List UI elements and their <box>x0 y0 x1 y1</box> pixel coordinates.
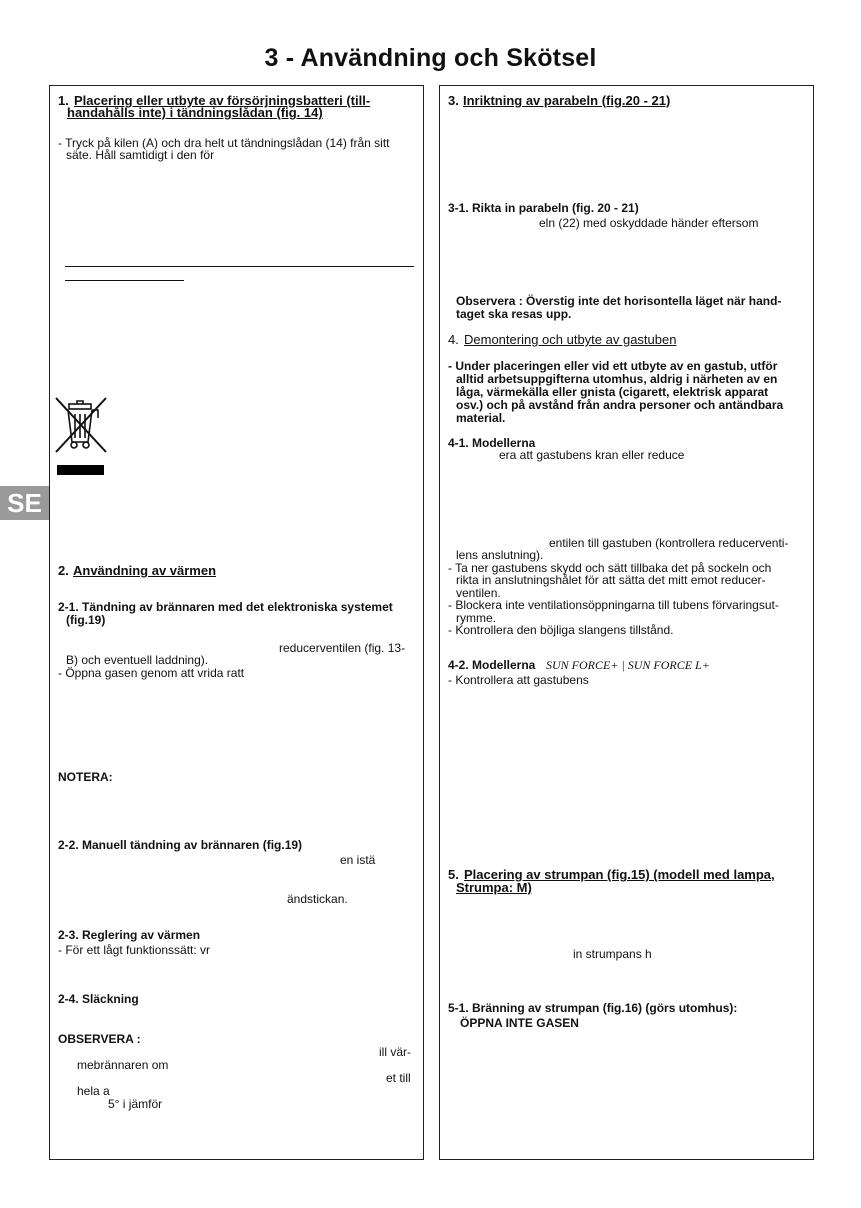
section-4-warning-4: osv.) och på avstånd från andra personer och antändbara <box>456 398 784 412</box>
language-tab-se: SE <box>0 486 49 520</box>
observera-text-1: ill vär- <box>379 1045 411 1059</box>
weee-crossed-bin-icon <box>52 394 110 454</box>
section-2-2-text-1: en istä <box>340 853 376 867</box>
divider-rule-short <box>65 280 184 281</box>
observera-hand-text-2: taget ska resas upp. <box>456 307 572 321</box>
section-3-1-text-1: eln (22) med oskyddade händer eftersom <box>539 216 759 230</box>
section-4-2-heading: 4-2. Modellerna <box>448 658 536 672</box>
note-label: NOTERA: <box>58 770 113 784</box>
observera-hand-text-1: Observera : Överstig inte det horisontella läget när hand- <box>456 294 782 308</box>
section-4-1-heading: 4-1. Modellerna <box>448 436 536 450</box>
section-4-1-text-5: rikta in anslutningshålet för att sätta det mitt emot reducer- <box>456 573 766 587</box>
section-2-2-heading: 2-2. Manuell tändning av brännaren (fig.19) <box>58 838 303 852</box>
section-4-warning-5: material. <box>456 411 506 425</box>
section-2-1-heading: 2-1. Tändning av brännaren med det elektroniska systemet <box>58 600 393 614</box>
section-4-warning-1: - Under placeringen eller vid ett utbyte av en gastub, utför <box>448 359 778 373</box>
divider-rule <box>65 266 414 267</box>
section-2-1-text-1: reducerventilen (fig. 13- <box>279 641 406 655</box>
section-1-text-1: - Tryck på kilen (A) och dra helt ut tändningslådan (14) från sitt <box>58 136 390 150</box>
section-4-1-text-3: lens anslutning). <box>456 548 544 562</box>
section-4-1-text-8: rymme. <box>456 611 496 625</box>
page-title: 3 - Användning och Skötsel <box>264 44 597 72</box>
section-4-1-text-1: era att gastubens kran eller reduce <box>499 448 685 462</box>
section-2-3-heading: 2-3. Reglering av värmen <box>58 928 201 942</box>
section-5-title-line2: Strumpa: M) <box>456 880 532 895</box>
section-4-1-text-2: entilen till gastuben (kontrollera reducerventi- <box>549 536 789 550</box>
observera-text-5: 5° i jämför <box>108 1097 163 1111</box>
section-1-text-2: säte. Håll samtidigt i den för <box>66 148 215 162</box>
observera-text-3: et till <box>386 1071 411 1085</box>
section-1-title-line2: handahålls inte) i tändningslådan (fig. 14) <box>67 105 323 120</box>
section-2-3-text-1: - För ett lågt funktionssätt: vr <box>58 943 211 957</box>
section-2-4-heading: 2-4. Släckning <box>58 992 139 1006</box>
section-5-1-text-1: ÖPPNA INTE GASEN <box>460 1016 579 1030</box>
observera-label: OBSERVERA : <box>58 1032 141 1046</box>
section-4-number: 4. <box>448 332 459 347</box>
section-4-1-text-7: - Blockera inte ventilationsöppningarna till tubens förvaringsut- <box>448 598 779 612</box>
section-3-number: 3. <box>448 93 459 108</box>
section-5-1-heading: 5-1. Bränning av strumpan (fig.16) (görs utomhus): <box>448 1001 738 1015</box>
section-2-number: 2. <box>58 563 69 578</box>
section-4-warning-2: alltid arbetsuppgifterna utomhus, aldrig i närheten av en <box>456 372 778 386</box>
section-2-2-text-2: ändstickan. <box>287 892 348 906</box>
section-2-1-heading-line2: (fig.19) <box>66 613 106 627</box>
observera-text-2: mebrännaren om <box>77 1058 169 1072</box>
section-4-1-text-6: ventilen. <box>456 586 501 600</box>
section-3-title: Inriktning av parabeln (fig.20 - 21) <box>463 93 671 108</box>
section-4-warning-3: låga, värmekälla eller gnista (cigarett, elektrisk apparat <box>456 385 769 399</box>
section-4-1-text-4: - Ta ner gastubens skydd och sätt tillbaka det på sockeln och <box>448 561 772 575</box>
section-5-number: 5. <box>448 867 459 882</box>
section-1-number: 1. <box>58 93 69 108</box>
section-4-2-text-1: - Kontrollera att gastubens <box>448 673 589 687</box>
section-5-text-1: in strumpans h <box>573 947 652 961</box>
section-2-title: Användning av värmen <box>73 563 217 578</box>
section-4-title: Demontering och utbyte av gastuben <box>464 332 677 347</box>
observera-text-4: hela a <box>77 1084 110 1098</box>
section-2-1-text-3: - Öppna gasen genom att vrida ratt <box>58 666 245 680</box>
section-4-1-text-9: - Kontrollera den böjliga slangens tillstånd. <box>448 623 674 637</box>
section-3-1-heading: 3-1. Rikta in parabeln (fig. 20 - 21) <box>448 201 639 215</box>
section-2-1-text-2: B) och eventuell laddning). <box>66 653 209 667</box>
section-4-2-models: SUN FORCE+ | SUN FORCE L+ <box>546 658 710 672</box>
weee-bar-icon <box>57 465 104 475</box>
section-5-title: Placering av strumpan (fig.15) (modell med lampa, <box>464 867 775 882</box>
section-1-title: Placering eller utbyte av försörjningsbatteri (till- <box>74 93 371 108</box>
